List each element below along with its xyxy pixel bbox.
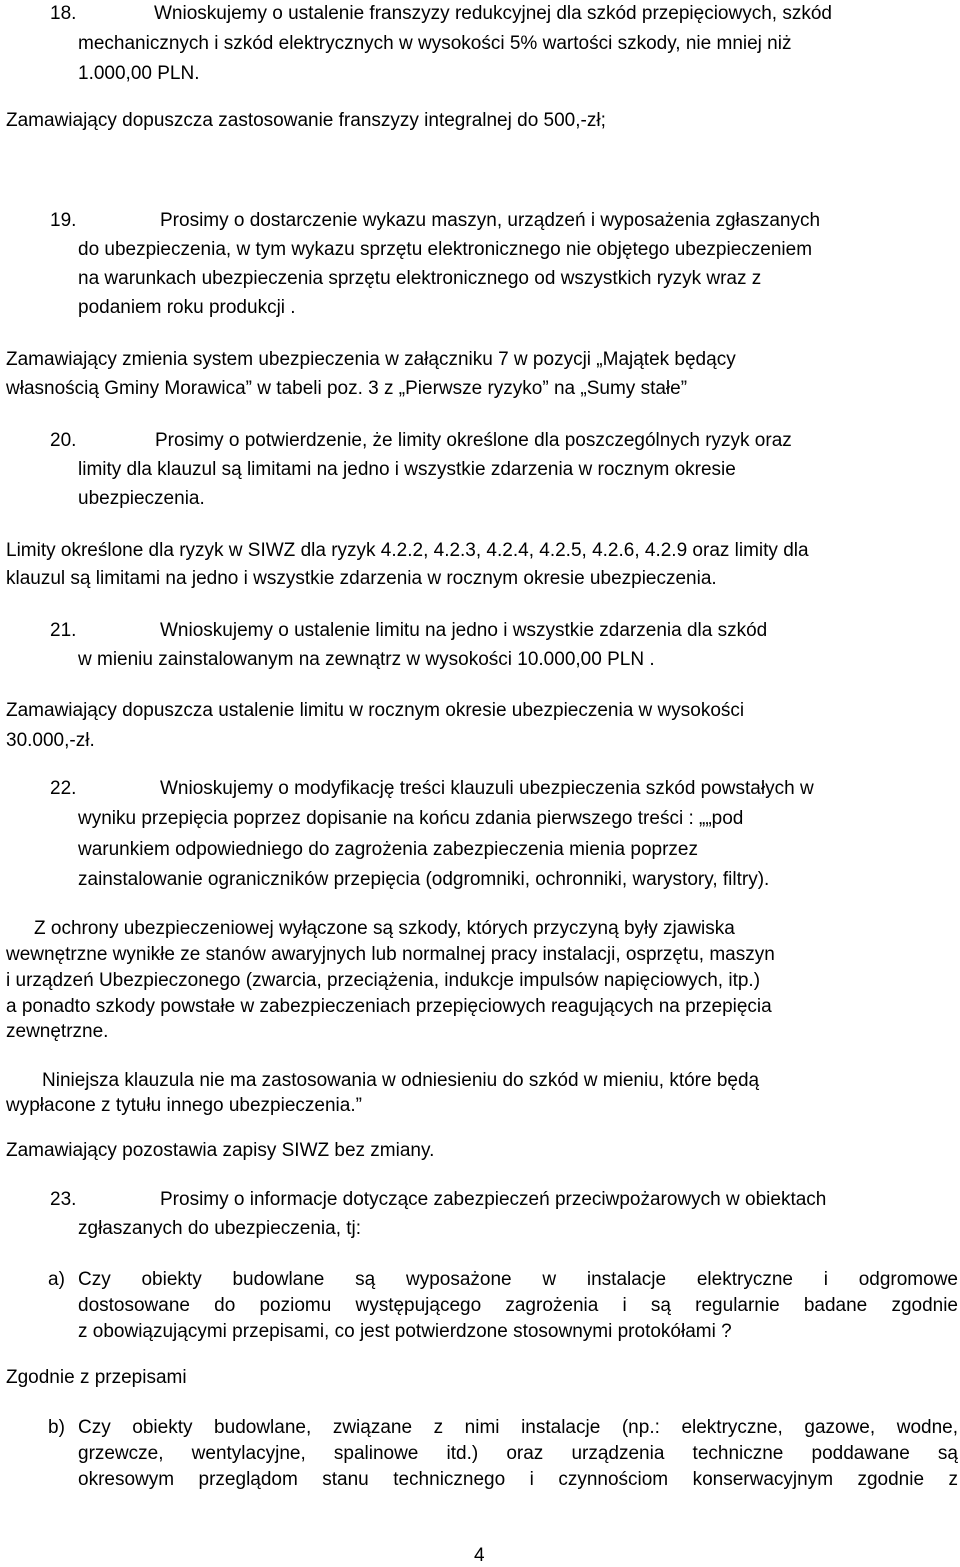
sub-item-line: grzewcze, wentylacyjne, spalinowe itd.) oraz urządzenia techniczne poddawane są [78,1443,958,1464]
item-number: 21. [50,620,77,641]
request-line: warunkiem odpowiedniego do zagrożenia zabezpieczenia mienia poprzez [78,839,698,860]
answer-line: własnością Gminy Morawica” w tabeli poz. 3 z „Pierwsze ryzyko” na „Sumy stałe” [6,378,688,399]
request-line: na warunkach ubezpieczenia sprzętu elektronicznego od wszystkich ryzyk wraz z [78,268,762,289]
quote-line: i urządzeń Ubezpieczonego (zwarcia, przeciążenia, indukcje impulsów napięciowych, itp.) [6,970,761,991]
request-line: 1.000,00 PLN. [78,63,200,84]
item-number: 23. [50,1189,77,1210]
sub-item-line: z obowiązującymi przepisami, co jest potwierdzone stosownymi protokółami ? [78,1321,732,1342]
request-line: zainstalowanie ograniczników przepięcia (odgromniki, ochronniki, warystory, filtry). [78,869,770,890]
quote-line: zewnętrzne. [6,1021,109,1042]
request-line: w mieniu zainstalowanym na zewnątrz w wysokości 10.000,00 PLN . [78,649,655,670]
answer-line: Zamawiający dopuszcza zastosowanie franszyzy integralnej do 500,-zł; [6,110,606,131]
item-number: 19. [50,210,77,231]
sub-item-label: a) [48,1269,65,1290]
answer-line: 30.000,-zł. [6,730,95,751]
request-line: limity dla klauzul są limitami na jedno i wszystkie zdarzenia w rocznym okresie [78,459,736,480]
quote-line: wewnętrzne wynikłe ze stanów awaryjnych lub normalnej pracy instalacji, osprzętu, maszyn [6,944,775,965]
request-line: zgłaszanych do ubezpieczenia, tj: [78,1218,362,1239]
request-line: Wnioskujemy o ustalenie limitu na jedno i wszystkie zdarzenia dla szkód [160,620,768,641]
answer-line: Zamawiający dopuszcza ustalenie limitu w rocznym okresie ubezpieczenia w wysokości [6,700,745,721]
quote-line: a ponadto szkody powstałe w zabezpieczeniach przepięciowych reagujących na przepięcia [6,996,772,1017]
request-line: Prosimy o informacje dotyczące zabezpieczeń przeciwpożarowych w obiektach [160,1189,827,1210]
request-line: Prosimy o potwierdzenie, że limity określone dla poszczególnych ryzyk oraz [155,430,792,451]
answer-line: Zamawiający zmienia system ubezpieczenia w załączniku 7 w pozycji „Majątek będący [6,349,736,370]
request-line: mechanicznych i szkód elektrycznych w wysokości 5% wartości szkody, nie mniej niż [78,33,792,54]
answer-line: Limity określone dla ryzyk w SIWZ dla ryzyk 4.2.2, 4.2.3, 4.2.4, 4.2.5, 4.2.6, 4.2.9 oraz limity dla [6,540,809,561]
request-line: ubezpieczenia. [78,488,205,509]
quote-line: wypłacone z tytułu innego ubezpieczenia.” [6,1095,362,1116]
sub-item-line: okresowym przeglądom stanu technicznego i czynnościom konserwacyjnym zgodnie z [78,1469,958,1490]
request-line: do ubezpieczenia, w tym wykazu sprzętu elektronicznego nie objętego ubezpieczeniem [78,239,813,260]
sub-item-line: Czy obiekty budowlane, związane z nimi instalacje (np.: elektryczne, gazowe, wodne, [78,1417,958,1438]
item-number: 18. [50,3,77,24]
quote-line: Z ochrony ubezpieczeniowej wyłączone są szkody, których przyczyną były zjawiska [34,918,735,939]
item-number: 22. [50,778,77,799]
sub-item-label: b) [48,1417,65,1438]
sub-item-line: dostosowane do poziomu występującego zagrożenia i są regularnie badane zgodnie [78,1295,958,1316]
answer-line: klauzul są limitami na jedno i wszystkie zdarzenia w rocznym okresie ubezpieczenia. [6,568,717,589]
answer-line: Zamawiający pozostawia zapisy SIWZ bez zmiany. [6,1140,435,1161]
request-line: wyniku przepięcia poprzez dopisanie na końcu zdania pierwszego treści : „„pod [78,808,744,829]
page-number: 4 [474,1545,485,1566]
answer-line: Zgodnie z przepisami [6,1367,187,1388]
request-line: Wnioskujemy o ustalenie franszyzy redukcyjnej dla szkód przepięciowych, szkód [154,3,832,24]
item-number: 20. [50,430,77,451]
sub-item-line: Czy obiekty budowlane są wyposażone w instalacje elektryczne i odgromowe [78,1269,958,1290]
request-line: Prosimy o dostarczenie wykazu maszyn, urządzeń i wyposażenia zgłaszanych [160,210,821,231]
quote-line: Niniejsza klauzula nie ma zastosowania w odniesieniu do szkód w mieniu, które będą [42,1070,760,1091]
request-line: Wnioskujemy o modyfikację treści klauzuli ubezpieczenia szkód powstałych w [160,778,814,799]
request-line: podaniem roku produkcji . [78,297,296,318]
